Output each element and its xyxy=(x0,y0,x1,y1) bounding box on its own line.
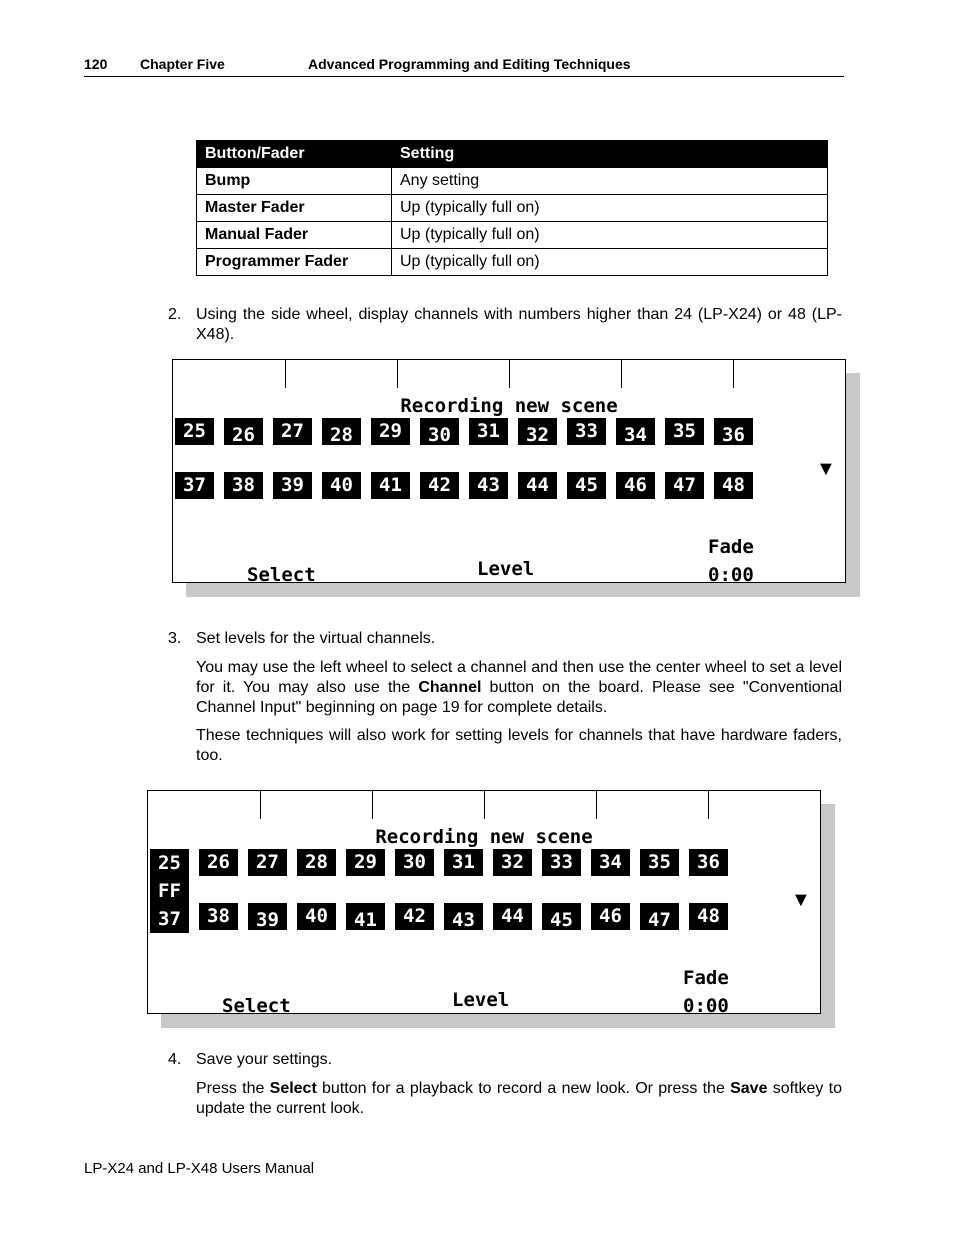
channel-cell[interactable]: 48 xyxy=(689,903,728,930)
step-number: 2. xyxy=(168,306,182,323)
text-run: button for a playback to record a new look. Or press the xyxy=(316,1080,731,1097)
step-number: 3. xyxy=(168,630,182,647)
table-row xyxy=(197,168,828,195)
step-3-paragraph-1 xyxy=(196,658,842,718)
table-cell: Up (typically full on) xyxy=(392,195,828,222)
channel-cell[interactable]: 39 xyxy=(248,903,287,930)
chapter-label: Chapter Five xyxy=(140,56,225,72)
column-header: Button/Fader xyxy=(197,141,392,168)
channel-cell[interactable]: 29 xyxy=(371,418,410,445)
page-number: 120 xyxy=(84,56,108,72)
select-softkey-label[interactable]: Select xyxy=(222,995,291,1014)
table-cell: Up (typically full on) xyxy=(392,249,828,276)
channel-cell[interactable]: 42 xyxy=(420,472,459,499)
channel-cell[interactable]: 28 xyxy=(297,849,336,876)
channel-cell[interactable]: 43 xyxy=(469,472,508,499)
step-text: Using the side wheel, display channels with numbers higher than 24 (LP-X24) or 48 (LP-X48). xyxy=(196,306,842,343)
step-2 xyxy=(168,305,842,345)
lcd-screen-1 xyxy=(172,359,846,583)
section-title: Advanced Programming and Editing Techniques xyxy=(308,56,631,72)
channel-cell[interactable]: 47 xyxy=(665,472,704,499)
level-softkey-label[interactable]: Level xyxy=(477,558,535,580)
softkey-divider xyxy=(621,360,622,388)
step-4-paragraph xyxy=(196,1079,842,1119)
channel-cell[interactable]: 39 xyxy=(273,472,312,499)
step-text: Set levels for the virtual channels. xyxy=(196,630,436,647)
settings-table xyxy=(196,140,828,276)
channel-cell[interactable]: 46 xyxy=(616,472,655,499)
channel-cell[interactable]: 31 xyxy=(469,418,508,445)
softkey-divider xyxy=(260,791,261,819)
text-run: You may use the left wheel to select a channel and then use the center wheel to set a level for it. You may also use the xyxy=(196,659,842,696)
bold-text: Channel xyxy=(418,679,482,696)
channel-cell[interactable]: 35 xyxy=(665,418,704,445)
channel-number: 25 xyxy=(158,852,181,874)
softkey-divider xyxy=(397,360,398,388)
page-header xyxy=(84,56,844,77)
channel-cell[interactable]: 31 xyxy=(444,849,483,876)
page-footer: LP-X24 and LP-X48 Users Manual xyxy=(84,1160,315,1177)
channel-cell[interactable]: 40 xyxy=(322,472,361,499)
screen-title: Recording new scene xyxy=(375,826,593,848)
softkey-divider xyxy=(285,360,286,388)
text-run: button on the board. Please see "Conventional Channel Input" beginning on page 19 for complete details. xyxy=(196,679,842,716)
table-cell: Manual Fader xyxy=(197,222,392,249)
channel-cell[interactable]: 37 xyxy=(175,472,214,499)
channel-cell[interactable]: 35 xyxy=(640,849,679,876)
channel-cell[interactable]: 44 xyxy=(493,903,532,930)
text-run: softkey to update the current look. xyxy=(196,1080,843,1117)
table-cell: Up (typically full on) xyxy=(392,222,828,249)
table-row xyxy=(197,195,828,222)
table-header-row xyxy=(197,141,828,168)
fade-time-value: 0:00 xyxy=(683,995,729,1014)
channel-cell[interactable]: 48 xyxy=(714,472,753,499)
screen-frame xyxy=(147,790,821,1014)
step-number: 4. xyxy=(168,1051,182,1068)
channel-cell[interactable]: 27 xyxy=(248,849,287,876)
channel-cell[interactable]: 46 xyxy=(591,903,630,930)
channel-cell[interactable]: 43 xyxy=(444,903,483,930)
channel-cell[interactable]: 45 xyxy=(567,472,606,499)
screen-title: Recording new scene xyxy=(400,395,618,417)
channel-cell[interactable]: 34 xyxy=(616,418,655,445)
bold-text: Save xyxy=(730,1080,768,1097)
level-softkey-label[interactable]: Level xyxy=(452,989,510,1011)
fade-time-value: 0:00 xyxy=(708,564,754,583)
scroll-down-icon[interactable]: ▼ xyxy=(816,458,836,480)
step-4 xyxy=(168,1050,842,1070)
channel-cell[interactable]: 41 xyxy=(371,472,410,499)
channel-cell[interactable]: 38 xyxy=(199,903,238,930)
channel-cell[interactable]: 33 xyxy=(542,849,581,876)
channel-cell[interactable]: 25 xyxy=(175,418,214,445)
channel-cell[interactable]: 30 xyxy=(395,849,434,876)
channel-cell[interactable]: 26 xyxy=(199,849,238,876)
lcd-screen-2 xyxy=(147,790,821,1014)
channel-cell[interactable]: 44 xyxy=(518,472,557,499)
selected-channel-cell[interactable] xyxy=(150,849,189,933)
table-cell: Bump xyxy=(197,168,392,195)
step-3-paragraph-2: These techniques will also work for setting levels for channels that have hardware faders, too. xyxy=(196,727,842,764)
channel-cell[interactable]: 38 xyxy=(224,472,263,499)
softkey-divider xyxy=(708,791,709,819)
table-cell: Any setting xyxy=(392,168,828,195)
channel-cell[interactable]: 30 xyxy=(420,418,459,445)
channel-level: FF xyxy=(158,880,181,902)
softkey-divider xyxy=(484,791,485,819)
softkey-divider xyxy=(509,360,510,388)
scroll-down-icon[interactable]: ▼ xyxy=(791,889,811,911)
channel-cell[interactable]: 33 xyxy=(567,418,606,445)
channel-cell[interactable]: 32 xyxy=(493,849,532,876)
table-cell: Master Fader xyxy=(197,195,392,222)
channel-cell[interactable]: 36 xyxy=(689,849,728,876)
fade-softkey-label[interactable]: Fade xyxy=(683,967,729,989)
channel-cell[interactable]: 42 xyxy=(395,903,434,930)
bold-text: Select xyxy=(269,1080,317,1097)
channel-cell[interactable]: 29 xyxy=(346,849,385,876)
table-cell: Programmer Fader xyxy=(197,249,392,276)
fade-softkey-label[interactable]: Fade xyxy=(708,536,754,558)
column-header: Setting xyxy=(392,141,828,168)
channel-cell[interactable]: 36 xyxy=(714,418,753,445)
channel-cell[interactable]: 27 xyxy=(273,418,312,445)
step-3 xyxy=(168,629,842,649)
softkey-divider xyxy=(733,360,734,388)
channel-cell[interactable]: 26 xyxy=(224,418,263,445)
channel-cell[interactable]: 40 xyxy=(297,903,336,930)
channel-cell[interactable]: 45 xyxy=(542,903,581,930)
channel-cell[interactable]: 32 xyxy=(518,418,557,445)
channel-cell[interactable]: 41 xyxy=(346,903,385,930)
select-softkey-label[interactable]: Select xyxy=(247,564,316,583)
channel-cell[interactable]: 47 xyxy=(640,903,679,930)
channel-number: 37 xyxy=(158,908,181,930)
text-run: Press the xyxy=(196,1080,270,1097)
softkey-divider xyxy=(372,791,373,819)
channel-cell[interactable]: 28 xyxy=(322,418,361,445)
step-text: Save your settings. xyxy=(196,1051,333,1068)
softkey-divider xyxy=(596,791,597,819)
table-row xyxy=(197,249,828,276)
table-row xyxy=(197,222,828,249)
screen-frame xyxy=(172,359,846,583)
channel-cell[interactable]: 34 xyxy=(591,849,630,876)
